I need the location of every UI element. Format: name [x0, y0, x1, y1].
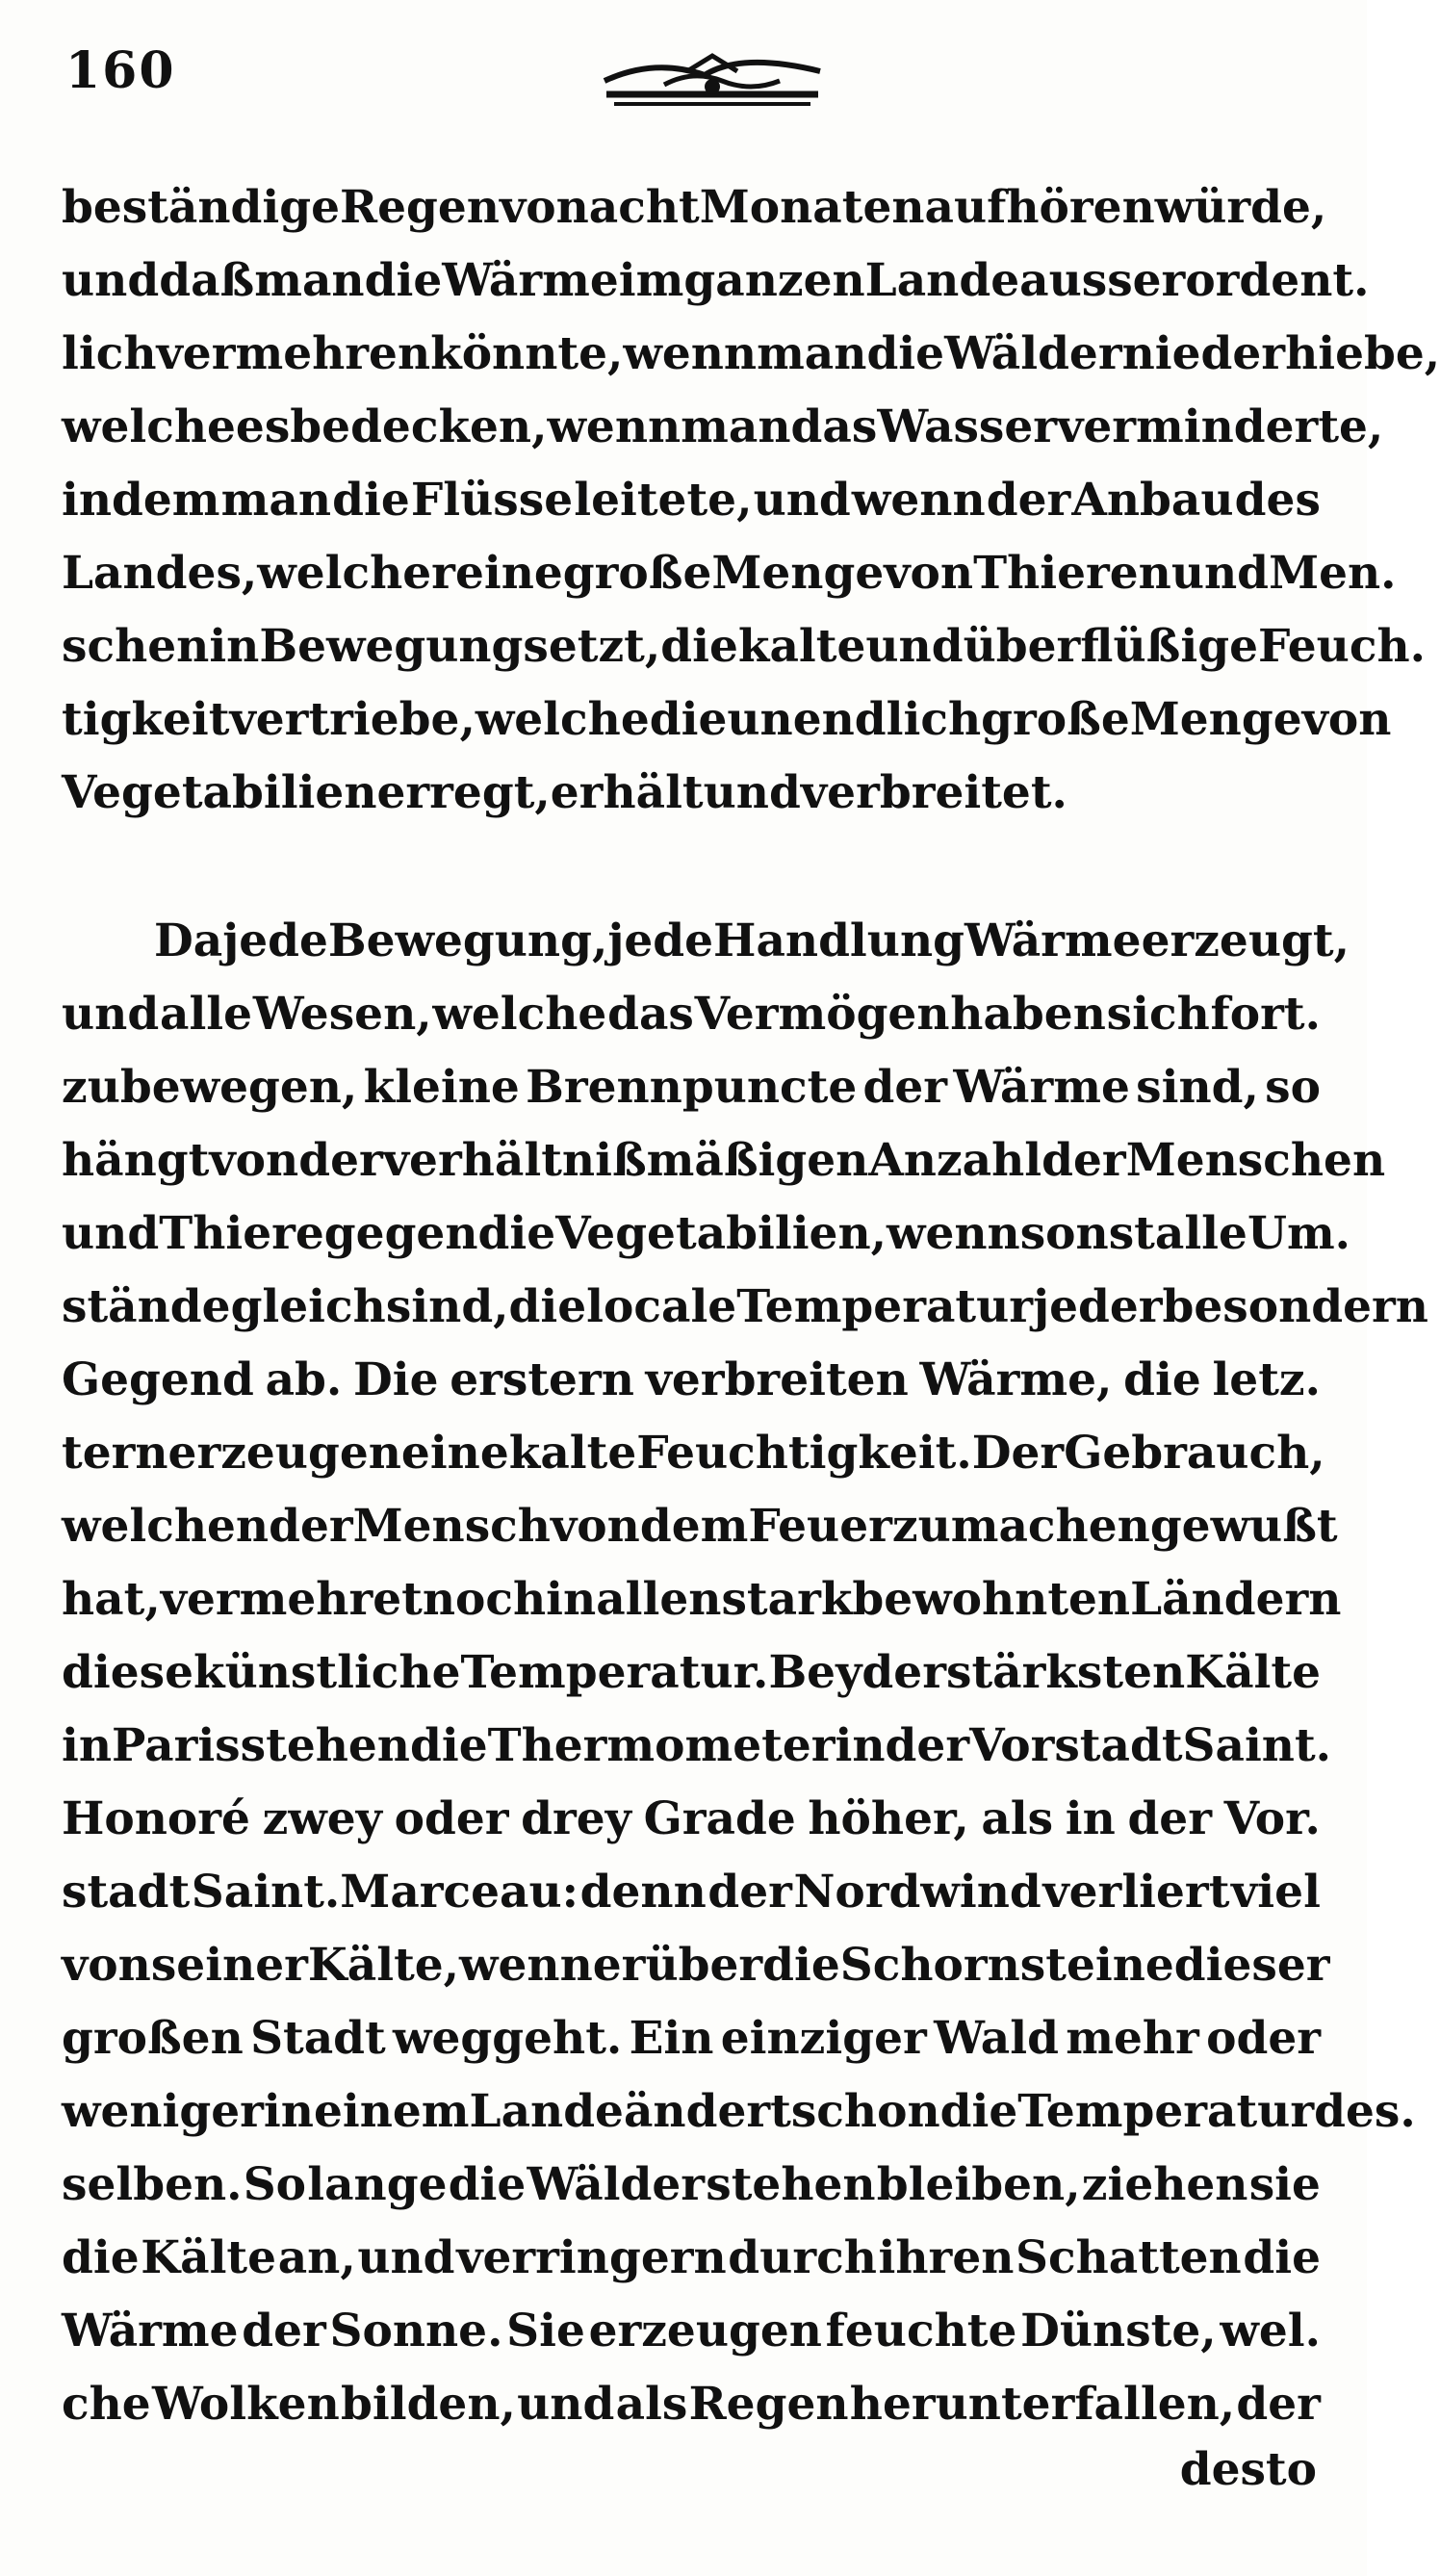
text-line: hängt von der verhältnißmäßigen Anzahl der Menschen	[62, 1134, 1386, 1187]
text-line: stände gleich sind, die locale Temperatur jeder besondern	[62, 1280, 1428, 1333]
text-line: schen in Bewegung setzt, die kalte und überflüßige Feuch.	[62, 620, 1427, 673]
text-line: in Paris stehen die Thermometer in der Vorstadt Saint.	[62, 1719, 1332, 1772]
text-line: großen Stadt weggeht. Ein einziger Wald mehr oder	[62, 2012, 1321, 2065]
paragraph-2	[62, 905, 1428, 2441]
text-line: hat, vermehret noch in allen stark bewohnten Ländern	[62, 1573, 1342, 1626]
text-line: von seiner Kälte, wenn er über die Schornsteine dieser	[62, 1939, 1330, 1992]
text-line: lich vermehren könnte, wenn man die Wälder niederhiebe,	[62, 327, 1440, 380]
text-line: Gegend ab. Die erstern verbreiten Wärme, die letz.	[62, 1353, 1321, 1406]
paragraph-1	[62, 171, 1440, 830]
text-line: beständige Regen von acht Monaten aufhören würde,	[62, 181, 1327, 234]
text-line: weniger in einem Lande ändert schon die Temperatur des.	[62, 2085, 1416, 2138]
text-line: Wärme der Sonne. Sie erzeugen feuchte Dünste, wel.	[62, 2305, 1321, 2357]
text-line: diese künstliche Temperatur. Bey der stärksten Kälte	[62, 1646, 1321, 1699]
text-line: Vegetabilien erregt, erhält und verbreitet.	[62, 766, 1067, 819]
text-line: selben. So lange die Wälder stehen bleiben, ziehen sie	[62, 2158, 1321, 2211]
page-number: 160	[65, 41, 176, 100]
text-line: zubewegen, kleine Brennpuncte der Wärme sind, so	[62, 1061, 1321, 1114]
text-line: Da jede Bewegung, jede Handlung Wärme erzeugt,	[154, 914, 1350, 967]
text-line: und alle Wesen, welche das Vermögen haben sich fort.	[62, 988, 1321, 1041]
text-line: tern erzeugen eine kalte Feuchtigkeit. Der Gebrauch,	[62, 1427, 1325, 1480]
text-line: und Thiere gegen die Vegetabilien, wenn sonst alle Um.	[62, 1207, 1351, 1260]
printer-ornament-icon	[597, 42, 828, 116]
text-line: die Kälte an, und verringern durch ihren Schatten die	[62, 2231, 1321, 2284]
catchword: desto	[1179, 2443, 1317, 2496]
text-line: welche es bedecken, wenn man das Wasser verminderte,	[62, 400, 1384, 453]
text-line: indem man die Flüsse leitete, und wenn der Anbau des	[62, 474, 1321, 527]
text-line: tigkeit vertriebe, welche die unendlich große Menge von	[62, 693, 1392, 746]
text-line: und daß man die Wärme im ganzen Lande ausserordent.	[62, 254, 1370, 307]
text-line: stadt Saint.Marceau: denn der Nordwind verliert viel	[62, 1866, 1321, 1919]
text-line: Honoré zwey oder drey Grade höher, als in der Vor.	[62, 1792, 1321, 1845]
text-line: welchen der Mensch von dem Feuer zu machen gewußt	[62, 1500, 1338, 1553]
text-line: Landes, welcher eine große Menge von Thieren und Men.	[62, 547, 1397, 600]
text-line: che Wolken bilden, und als Regen herunterfallen, der	[62, 2378, 1321, 2431]
